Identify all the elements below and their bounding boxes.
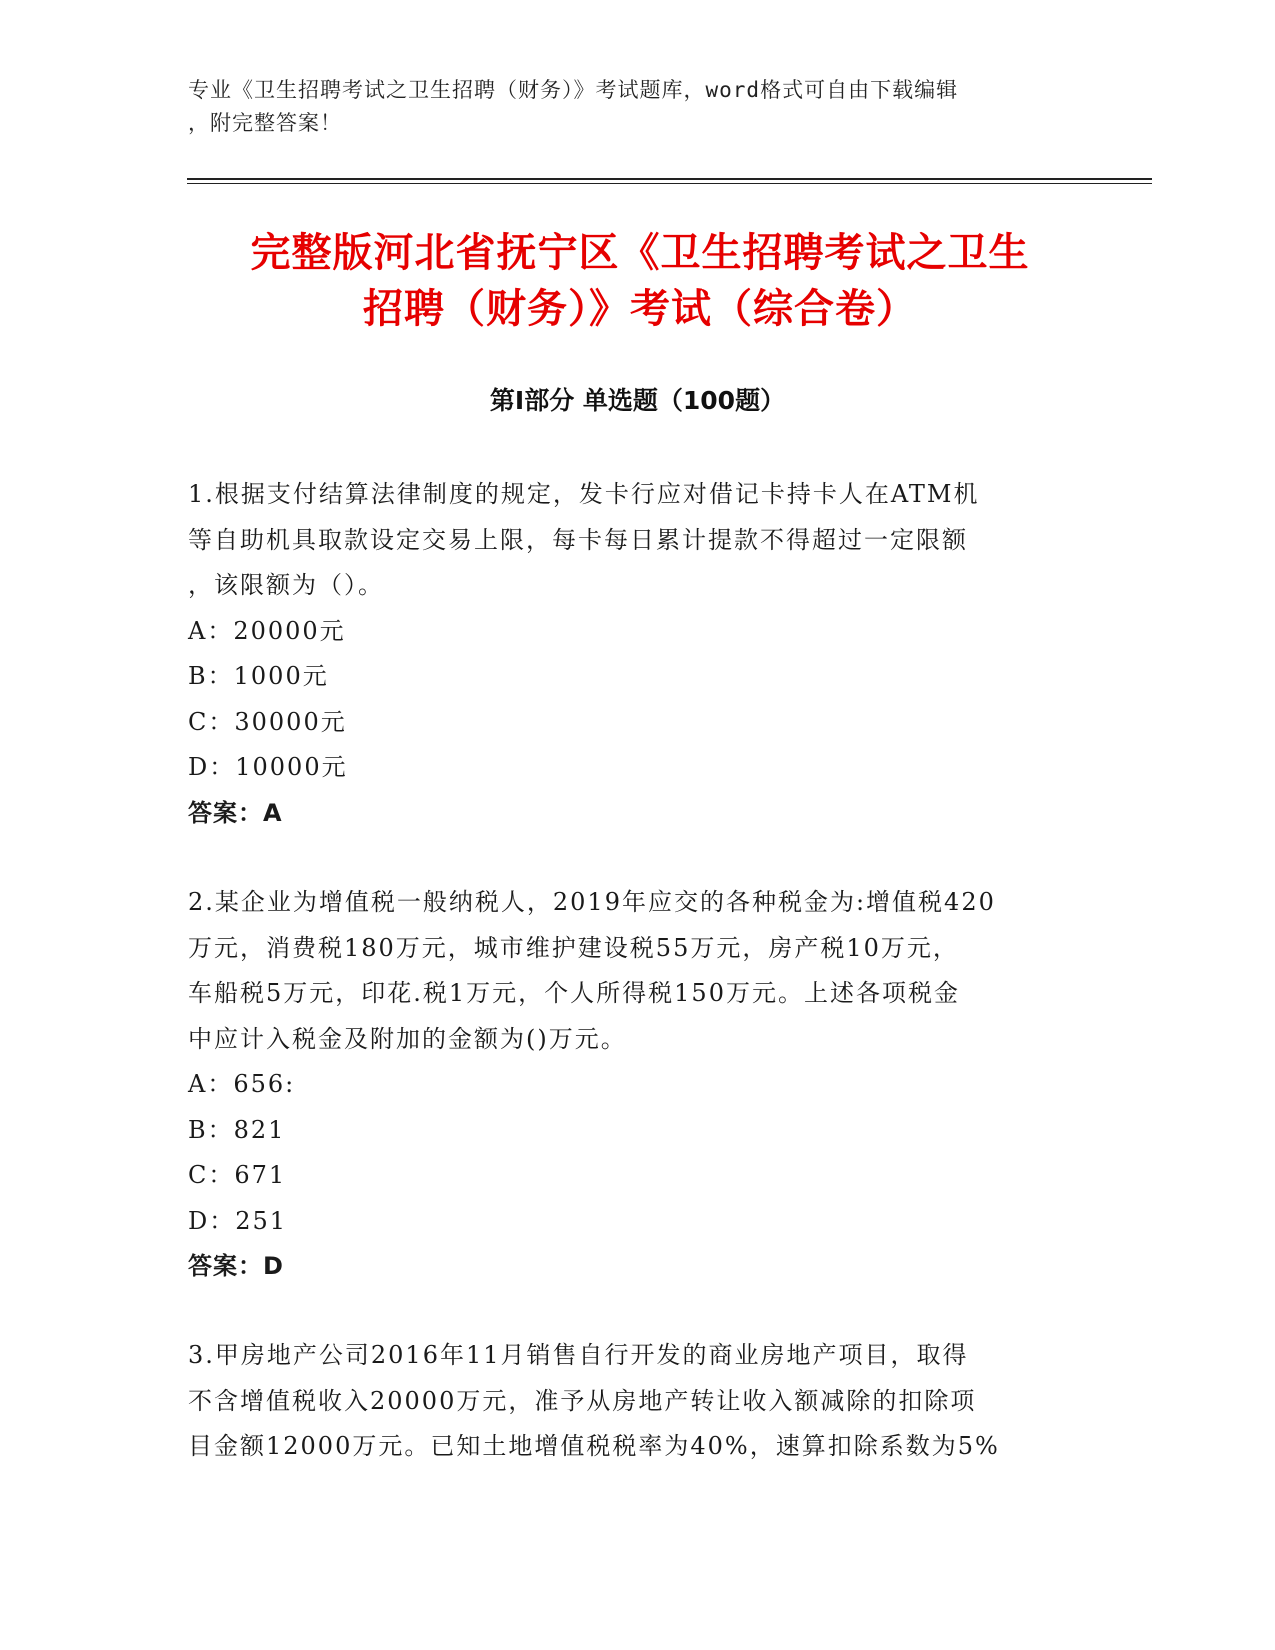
question-stem: [188, 880, 1078, 1062]
question-stem-line: 3.甲房地产公司2016年11月销售自行开发的商业房地产项目，取得: [188, 1341, 969, 1369]
answer-label: 答案：D: [188, 1252, 284, 1280]
document-title-line-1: 完整版河北省抚宁区《卫生招聘考试之卫生: [250, 230, 1030, 276]
header-note-line-2: ，附完整答案！: [188, 111, 342, 135]
option-b: B：1000元: [188, 662, 329, 690]
question-2: [188, 880, 1078, 1290]
header-note-line-1: 专业《卫生招聘考试之卫生招聘（财务）》考试题库，word格式可自由下载编辑: [188, 78, 959, 102]
question-stem: [188, 1333, 1078, 1470]
question-stem-line: 中应计入税金及附加的金额为()万元。: [188, 1024, 627, 1053]
question-1: [188, 472, 1078, 836]
section-heading: 第Ⅰ部分 单选题（100题）: [489, 386, 786, 415]
question-stem-line: 不含增值税收入20000万元，准予从房地产转让收入额减除的扣除项: [188, 1386, 977, 1415]
question-3: [188, 1333, 1078, 1470]
header-divider-thick: [187, 178, 1152, 180]
option-c: C：671: [188, 1161, 287, 1189]
question-stem-line: 2.某企业为增值税一般纳税人，2019年应交的各种税金为:增值税420: [188, 888, 996, 916]
question-stem-line: 车船税5万元，印花.税1万元，个人所得税150万元。上述各项税金: [188, 979, 960, 1007]
option-d: D：10000元: [188, 753, 348, 781]
option-b: B：821: [188, 1115, 286, 1144]
question-stem-line: 等自助机具取款设定交易上限，每卡每日累计提款不得超过一定限额: [188, 525, 968, 554]
option-d: D：251: [188, 1206, 288, 1235]
option-a: A：656:: [188, 1070, 296, 1098]
question-stem: [188, 472, 1078, 609]
header-note: [188, 74, 1078, 140]
question-stem-line: ，该限额为（）。: [188, 571, 384, 599]
header-divider-thin: [187, 183, 1152, 184]
question-stem-line: 1.根据支付结算法律制度的规定，发卡行应对借记卡持卡人在ATM机: [188, 480, 980, 508]
document-title: [190, 225, 1090, 337]
question-stem-line: 目金额12000万元。已知土地增值税税率为40%，速算扣除系数为5%: [188, 1432, 1000, 1460]
question-stem-line: 万元，消费税180万元，城市维护建设税55万元，房产税10万元，: [188, 933, 959, 962]
answer-label: 答案：A: [188, 798, 283, 827]
option-c: C：30000元: [188, 707, 347, 736]
document-title-line-2: 招聘（财务）》考试（综合卷）: [363, 286, 917, 332]
option-a: A：20000元: [188, 616, 346, 645]
